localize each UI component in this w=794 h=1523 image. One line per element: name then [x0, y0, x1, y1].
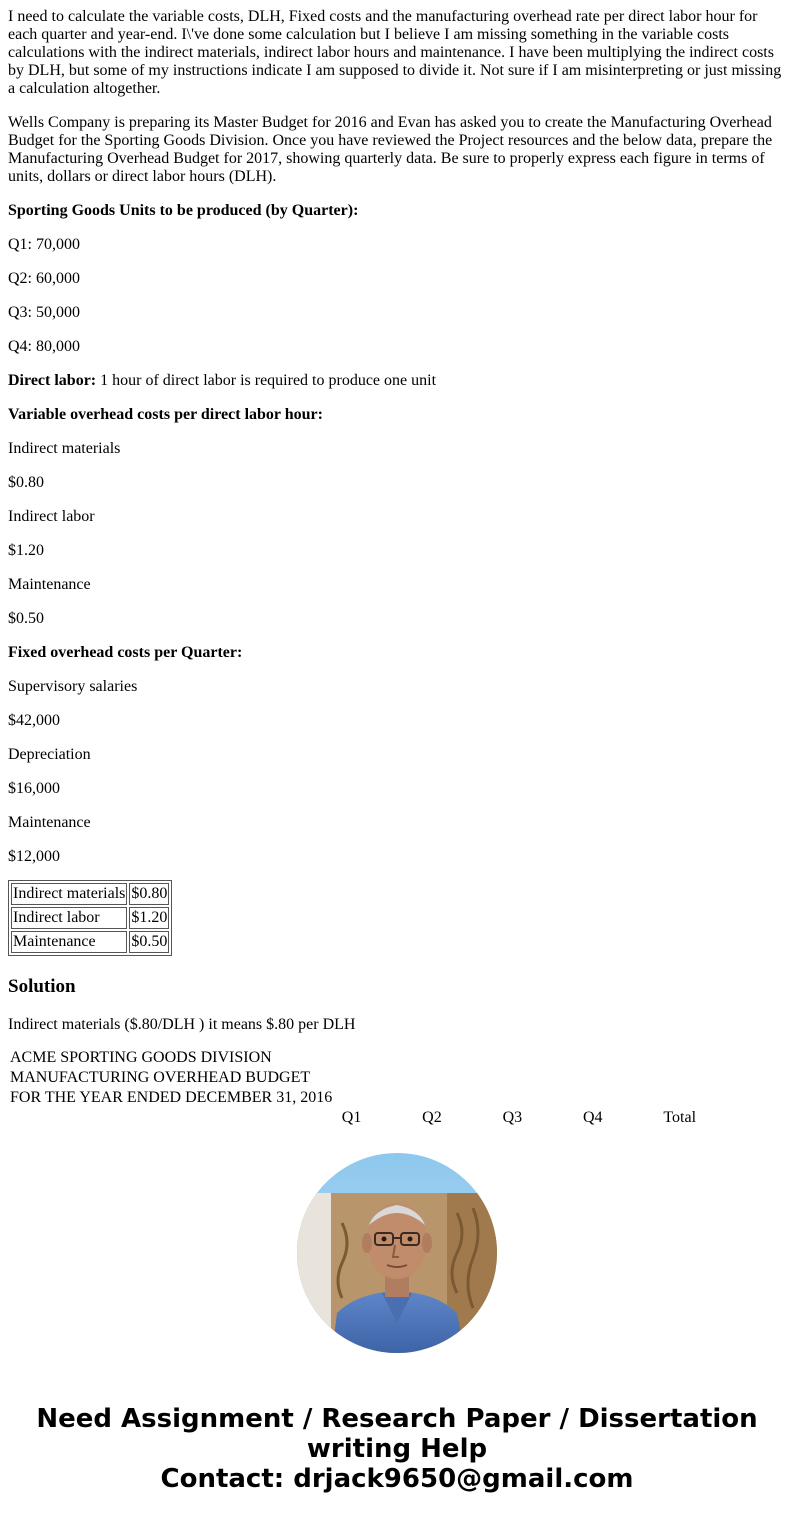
- budget-title-line: MANUFACTURING OVERHEAD BUDGET: [10, 1069, 311, 1086]
- budget-title-line: ACME SPORTING GOODS DIVISION: [10, 1049, 272, 1066]
- fixed-item-label: Depreciation: [8, 746, 91, 763]
- budget-column-header: Total: [663, 1109, 697, 1126]
- fixed-item-label: Maintenance: [8, 814, 91, 831]
- fixed-item-value: $12,000: [8, 848, 60, 865]
- variable-item-value: $0.80: [8, 474, 44, 491]
- table-cell-value: $0.80: [129, 883, 169, 905]
- promo-banner: [0, 1404, 794, 1494]
- table-cell-value: $0.50: [129, 931, 169, 953]
- table-row: [8, 1088, 743, 1108]
- table-cell-value: $1.20: [129, 907, 169, 929]
- variable-item-label: Maintenance: [8, 576, 91, 593]
- page-content: [8, 8, 786, 1128]
- fixed-item-value: $42,000: [8, 712, 60, 729]
- units-heading: Sporting Goods Units to be produced (by Quarter):: [8, 202, 359, 219]
- tutor-photo: [297, 1153, 497, 1353]
- promo-line: Need Assignment / Research Paper / Dissertation: [36, 1404, 758, 1434]
- budget-column-header: Q2: [422, 1109, 442, 1126]
- table-cell-label: Indirect materials: [11, 883, 127, 905]
- quarter-units: Q3: 50,000: [8, 304, 80, 321]
- budget-header-row: [8, 1108, 743, 1128]
- variable-heading: Variable overhead costs per direct labor hour:: [8, 406, 323, 423]
- variable-cost-table: [8, 880, 172, 956]
- table-row: [11, 907, 169, 929]
- fixed-heading: Fixed overhead costs per Quarter:: [8, 644, 243, 661]
- budget-header-blank: [8, 1108, 340, 1128]
- variable-item-label: Indirect materials: [8, 440, 121, 457]
- direct-labor-label: Direct labor:: [8, 372, 97, 389]
- quarter-units: Q2: 60,000: [8, 270, 80, 287]
- direct-labor-text: 1 hour of direct labor is required to produce one unit: [96, 372, 437, 389]
- table-row: [8, 1048, 743, 1068]
- variable-item-label: Indirect labor: [8, 508, 95, 525]
- question-intro: I need to calculate the variable costs, DLH, Fixed costs and the manufacturing overhead rate per direct labor hour for each quarter and year-end. I\'ve done some calculation but I believe I am missing something in the variable costs calculations with the indirect materials, indirect labor hours and maintenance. I have been multiplying the indirect costs by DLH, but some of my instructions indicate I am supposed to divide it. Not sure if I am misinterpreting or just missing a calculation altogether.: [8, 8, 782, 97]
- promo-line: writing Help: [306, 1434, 488, 1464]
- variable-item-value: $0.50: [8, 610, 44, 627]
- overhead-budget-table: [8, 1048, 743, 1128]
- table-row: [8, 1068, 743, 1088]
- fixed-item-label: Supervisory salaries: [8, 678, 138, 695]
- budget-column-header: Q4: [582, 1109, 603, 1126]
- budget-column-header: Q3: [502, 1109, 523, 1126]
- fixed-item-value: $16,000: [8, 780, 60, 797]
- budget-title-line: FOR THE YEAR ENDED DECEMBER 31, 2016: [10, 1089, 333, 1106]
- promo-contact[interactable]: Contact: drjack9650@gmail.com: [160, 1464, 634, 1494]
- quarter-units: Q4: 80,000: [8, 338, 80, 355]
- table-row: [11, 931, 169, 953]
- direct-labor-line: [8, 372, 786, 390]
- solution-note: Indirect materials ($.80/DLH ) it means $.80 per DLH: [8, 1016, 356, 1033]
- table-cell-label: Indirect labor: [11, 907, 127, 929]
- budget-column-header: Q1: [341, 1109, 362, 1126]
- avatar: [297, 1153, 497, 1353]
- assignment-prompt: Wells Company is preparing its Master Budget for 2016 and Evan has asked you to create the Manufacturing Overhead Budget for the Sporting Goods Division. Once you have reviewed the Project resources and the below data, prepare the Manufacturing Overhead Budget for 2017, showing quarterly data. Be sure to properly express each figure in terms of units, dollars or direct labor hours (DLH).: [8, 114, 773, 185]
- quarter-units: Q1: 70,000: [8, 236, 80, 253]
- solution-heading: Solution: [8, 976, 76, 997]
- table-row: [11, 883, 169, 905]
- table-cell-label: Maintenance: [11, 931, 127, 953]
- variable-item-value: $1.20: [8, 542, 44, 559]
